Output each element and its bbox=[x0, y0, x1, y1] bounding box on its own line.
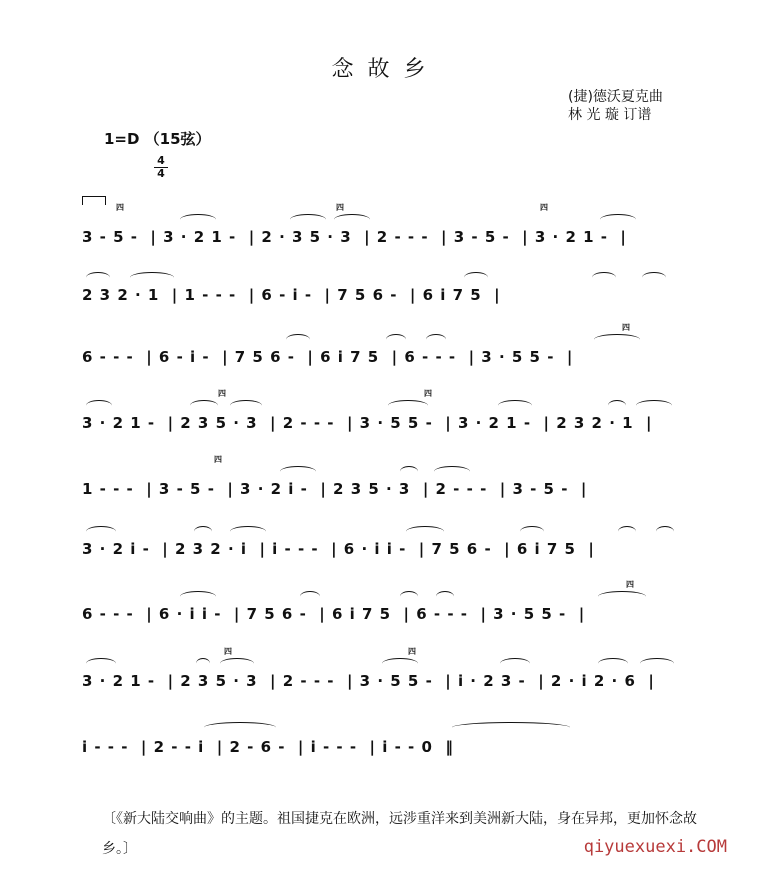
slur bbox=[656, 526, 674, 537]
slur bbox=[600, 214, 636, 225]
slur bbox=[86, 658, 116, 669]
slur bbox=[334, 214, 370, 225]
time-signature-bottom: 4 bbox=[154, 167, 168, 180]
credits bbox=[568, 88, 663, 124]
slur bbox=[190, 400, 218, 411]
key-signature: 1=D （15弦） bbox=[104, 130, 211, 148]
slur bbox=[230, 400, 262, 411]
score-row-8 bbox=[0, 647, 771, 702]
slur bbox=[608, 400, 626, 411]
score-row-1 bbox=[0, 203, 771, 258]
slur bbox=[464, 272, 488, 283]
score-row-9 bbox=[0, 738, 771, 768]
slur bbox=[598, 591, 646, 602]
slur bbox=[86, 526, 116, 537]
slur bbox=[130, 272, 174, 283]
score-row-5 bbox=[0, 455, 771, 510]
technique-mark: 四 bbox=[116, 203, 124, 212]
notes-row-6: 3 · 2 i - | 2 3 2 · i | i - - - | 6 · i i - | 7 5 6 - | 6 i 7 5 | bbox=[82, 540, 595, 558]
score-row-4 bbox=[0, 389, 771, 444]
notes-row-1: 3 - 5 - | 3 · 2 1 - | 2 · 3 5 · 3 | 2 - - - | 3 - 5 - | 3 · 2 1 - | bbox=[82, 228, 627, 246]
slur bbox=[520, 526, 544, 537]
notes-row-2: 2 3 2 · 1 | 1 - - - | 6 - i - | 7 5 6 - | 6 i 7 5 | bbox=[82, 286, 501, 304]
technique-mark: 四 bbox=[626, 580, 634, 589]
slur bbox=[598, 658, 628, 669]
slur bbox=[452, 722, 570, 733]
technique-mark: 四 bbox=[424, 389, 432, 398]
time-signature-top: 4 bbox=[157, 154, 165, 167]
score-row-3 bbox=[0, 323, 771, 378]
slur bbox=[434, 466, 470, 477]
slur bbox=[300, 591, 320, 602]
technique-mark: 四 bbox=[540, 203, 548, 212]
repeat-bracket bbox=[82, 196, 106, 205]
slur bbox=[286, 334, 310, 345]
notes-row-5: 1 - - - | 3 - 5 - | 3 · 2 i - | 2 3 5 · 3 | 2 - - - | 3 - 5 - | bbox=[82, 480, 588, 498]
slur bbox=[592, 272, 616, 283]
technique-mark: 四 bbox=[224, 647, 232, 656]
slur bbox=[220, 658, 254, 669]
slur bbox=[498, 400, 532, 411]
slur bbox=[180, 214, 216, 225]
slur bbox=[640, 658, 674, 669]
footnote: 〔《新大陆交响曲》的主题。祖国捷克在欧洲，远涉重洋来到美洲新大陆，身在异邦，更加怀念故乡。〕 bbox=[102, 811, 697, 857]
slur bbox=[196, 658, 210, 669]
notes-row-4: 3 · 2 1 - | 2 3 5 · 3 | 2 - - - | 3 · 5 5 - | 3 · 2 1 - | 2 3 2 · 1 | bbox=[82, 414, 653, 432]
technique-mark: 四 bbox=[214, 455, 222, 464]
slur bbox=[388, 400, 428, 411]
score-row-7 bbox=[0, 580, 771, 635]
slur bbox=[386, 334, 406, 345]
slur bbox=[406, 526, 444, 537]
notes-row-3: 6 - - - | 6 - i - | 7 5 6 - | 6 i 7 5 | 6 - - - | 3 · 5 5 - | bbox=[82, 348, 574, 366]
slur bbox=[426, 334, 446, 345]
score-row-6 bbox=[0, 540, 771, 570]
slur bbox=[86, 400, 112, 411]
technique-mark: 四 bbox=[336, 203, 344, 212]
slur bbox=[382, 658, 418, 669]
slur bbox=[194, 526, 212, 537]
score-row-2 bbox=[0, 286, 771, 316]
slur bbox=[436, 591, 454, 602]
slur bbox=[86, 272, 110, 283]
slur bbox=[280, 466, 316, 477]
song-title: 念故乡 bbox=[331, 57, 440, 82]
technique-mark: 四 bbox=[408, 647, 416, 656]
slur bbox=[500, 658, 530, 669]
slur bbox=[618, 526, 636, 537]
notes-row-7: 6 - - - | 6 · i i - | 7 5 6 - | 6 i 7 5 | 6 - - - | 3 · 5 5 - | bbox=[82, 605, 586, 623]
composer-credit: (捷)德沃夏克曲 bbox=[568, 89, 663, 105]
watermark: qiyuexuexi.COM bbox=[583, 837, 727, 857]
notes-row-8: 3 · 2 1 - | 2 3 5 · 3 | 2 - - - | 3 · 5 5 - | i · 2 3 - | 2 · i 2 · 6 | bbox=[82, 672, 655, 690]
technique-mark: 四 bbox=[218, 389, 226, 398]
notes-row-9: i - - - | 2 - - i | 2 - 6 - | i - - - | i - - 0 ‖ bbox=[82, 738, 454, 756]
slur bbox=[180, 591, 216, 602]
slur bbox=[594, 334, 640, 345]
slur bbox=[642, 272, 666, 283]
time-signature bbox=[154, 155, 168, 180]
slur bbox=[636, 400, 672, 411]
slur bbox=[400, 591, 418, 602]
arranger-credit: 林 光 璇 订谱 bbox=[568, 107, 652, 123]
slur bbox=[230, 526, 266, 537]
slur bbox=[400, 466, 418, 477]
technique-mark: 四 bbox=[622, 323, 630, 332]
slur bbox=[204, 722, 276, 733]
slur bbox=[290, 214, 326, 225]
